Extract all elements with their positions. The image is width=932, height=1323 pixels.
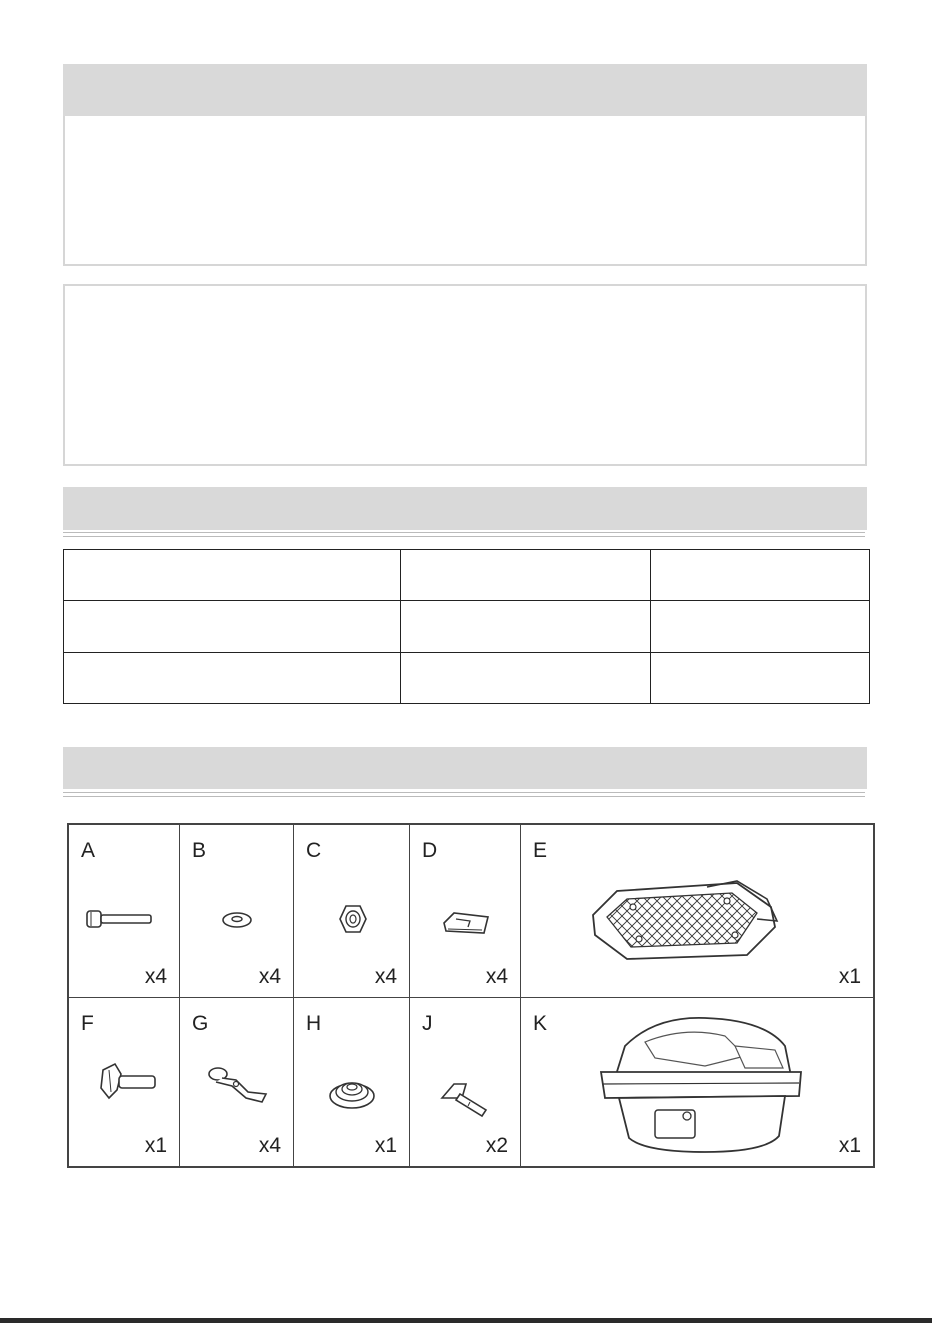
part-cell-j: [410, 998, 521, 1166]
page-bottom-edge: [0, 1318, 932, 1323]
bolt-icon: [85, 907, 155, 931]
bracket-icon: [206, 1064, 272, 1108]
header-rule-3: [63, 792, 865, 797]
part-cell-h: [294, 998, 410, 1166]
parts-grid: [67, 823, 875, 1168]
table-cell: [401, 652, 651, 703]
grommet-icon: [326, 1074, 378, 1114]
part-qty: x2: [485, 1134, 508, 1157]
part-letter: A: [81, 839, 96, 862]
table-row: [64, 601, 870, 652]
part-cell-k: [521, 998, 873, 1166]
nut-icon: [336, 903, 368, 935]
part-cell-c: [294, 825, 410, 998]
part-qty: x4: [144, 965, 167, 988]
header-rule-2: [63, 532, 865, 537]
part-qty: x4: [258, 965, 281, 988]
spec-table: [63, 549, 870, 704]
part-qty: x1: [144, 1134, 167, 1157]
table-row: [64, 652, 870, 703]
part-letter: J: [422, 1012, 433, 1035]
part-letter: H: [306, 1012, 322, 1035]
part-cell-b: [180, 825, 294, 998]
part-letter: D: [422, 839, 438, 862]
part-qty: x4: [374, 965, 397, 988]
table-cell: [401, 601, 651, 652]
part-letter: K: [533, 1012, 548, 1035]
part-qty: x1: [374, 1134, 397, 1157]
header-band-2: [63, 487, 867, 530]
table-cell: [64, 601, 401, 652]
table-cell: [64, 652, 401, 703]
header-band-1: [63, 64, 867, 116]
knob-icon: [97, 1060, 159, 1104]
table-cell: [64, 550, 401, 601]
part-letter: B: [192, 839, 207, 862]
notice-box-2: [63, 284, 867, 466]
part-letter: C: [306, 839, 322, 862]
part-qty: x1: [838, 1134, 861, 1157]
part-letter: F: [81, 1012, 94, 1035]
part-cell-g: [180, 998, 294, 1166]
part-qty: x4: [485, 965, 508, 988]
header-band-3: [63, 747, 867, 789]
part-cell-d: [410, 825, 521, 998]
top-case-icon: [595, 1006, 807, 1158]
notice-box-1: [63, 116, 867, 266]
part-cell-a: [69, 825, 180, 998]
table-cell: [401, 550, 651, 601]
part-letter: E: [533, 839, 548, 862]
part-cell-f: [69, 998, 180, 1166]
part-qty: x4: [258, 1134, 281, 1157]
part-qty: x1: [838, 965, 861, 988]
table-row: [64, 550, 870, 601]
mounting-plate-icon: [587, 871, 783, 963]
washer-icon: [220, 910, 254, 930]
clip-icon: [440, 909, 492, 939]
part-cell-e: [521, 825, 873, 998]
key-icon: [436, 1074, 494, 1120]
table-cell: [651, 601, 870, 652]
table-cell: [651, 652, 870, 703]
part-letter: G: [192, 1012, 209, 1035]
table-cell: [651, 550, 870, 601]
